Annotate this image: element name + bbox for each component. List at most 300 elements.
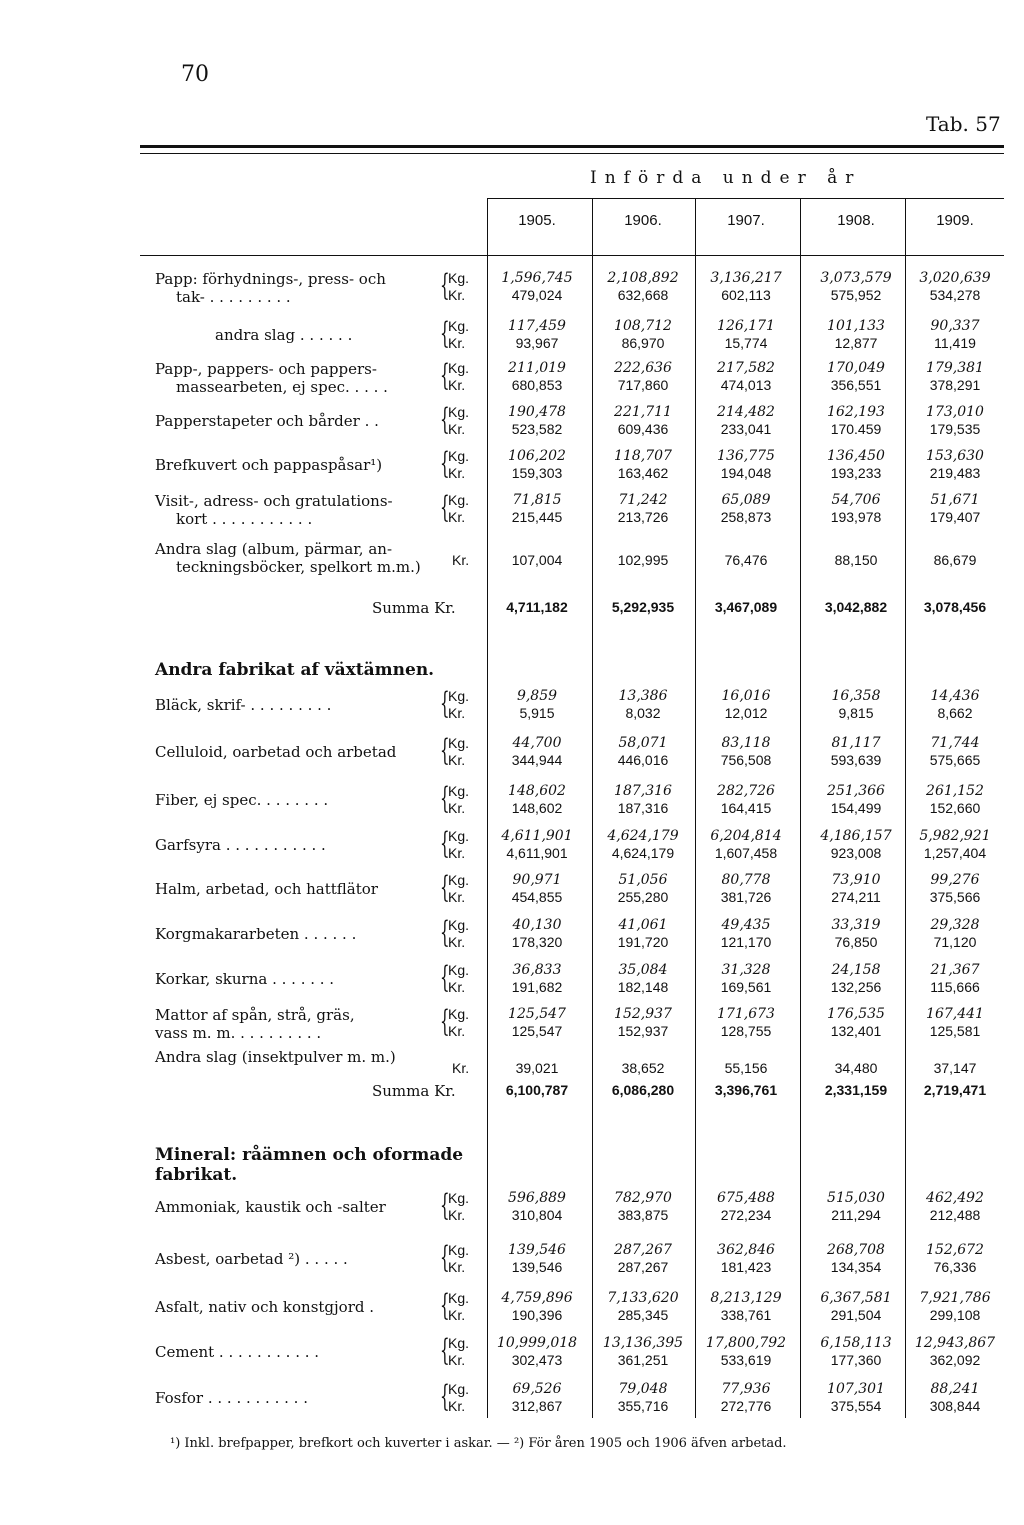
value-kr: 12,877: [834, 335, 878, 351]
column-group-title: Införda under år: [590, 168, 862, 188]
row-brace: {: [440, 1333, 450, 1368]
year-divider: [905, 205, 906, 235]
unit-kr: Kr.: [448, 800, 466, 816]
row-label: Brefkuvert och pappaspåsar¹): [155, 456, 383, 474]
value-kg: 214,482: [717, 404, 775, 420]
value-kg: 136,450: [827, 448, 885, 464]
value-kg: 4,186,157: [820, 828, 892, 844]
value-kg: 3,136,217: [710, 270, 782, 286]
value-kr: 474,013: [720, 377, 772, 393]
top-rule-thin: [140, 153, 1004, 154]
row-label: Papp: förhydnings-, press- och: [155, 270, 386, 288]
value-kr: 148,602: [511, 800, 563, 816]
row-brace: {: [440, 1004, 450, 1039]
value-kr: 593,639: [830, 752, 882, 768]
row-brace: {: [440, 358, 450, 393]
value-kg: 69,526: [512, 1381, 562, 1397]
value-kr: 8,662: [937, 705, 973, 721]
value-kr: 115,666: [930, 979, 980, 995]
summa-label: Summa Kr.: [372, 599, 456, 617]
year-header: 1907.: [727, 212, 765, 229]
value-kr: 86,970: [621, 335, 665, 351]
value-kr: 533,619: [720, 1352, 772, 1368]
row-brace: {: [440, 402, 450, 437]
value-kr: 139,546: [511, 1259, 563, 1275]
unit-kr: Kr.: [448, 979, 466, 995]
value-kr: 39,021: [515, 1060, 559, 1076]
section-title: Mineral: råämnen och oformade fabrikat.: [155, 1145, 464, 1185]
unit-kg: Kg.: [448, 735, 470, 751]
row-label: Papperstapeter och bårder . .: [155, 412, 379, 430]
unit-kr: Kr.: [448, 889, 466, 905]
top-rule: [140, 145, 1004, 148]
row-brace: {: [440, 826, 450, 861]
value-kr: 233,041: [720, 421, 772, 437]
value-kr: 361,251: [617, 1352, 669, 1368]
value-kg: 139,546: [508, 1242, 566, 1258]
value-kr: 107,004: [511, 552, 563, 568]
value-kg: 14,436: [930, 688, 980, 704]
unit-kr: Kr.: [448, 705, 466, 721]
unit-kg: Kg.: [448, 1242, 470, 1258]
unit-kr: Kr.: [448, 752, 466, 768]
value-kg: 17,800,792: [705, 1335, 787, 1351]
value-kr: 182,148: [617, 979, 669, 995]
value-kr: 34,480: [834, 1060, 878, 1076]
value-kr: 375,566: [929, 889, 981, 905]
unit-kr: Kr.: [448, 1207, 466, 1223]
row-label: andra slag . . . . . .: [215, 326, 353, 344]
value-kr: 76,476: [724, 552, 768, 568]
value-kr: 76,850: [834, 934, 878, 950]
value-kg: 268,708: [827, 1242, 885, 1258]
summa-value: 3,078,456: [923, 599, 987, 615]
value-kg: 5,982,921: [919, 828, 991, 844]
value-kg: 261,152: [926, 783, 984, 799]
row-label: Celluloid, oarbetad och arbetad: [155, 743, 397, 761]
value-kr: 163,462: [617, 465, 669, 481]
value-kr: 190,396: [511, 1307, 563, 1323]
value-kg: 126,171: [717, 318, 775, 334]
unit-kg: Kg.: [448, 962, 470, 978]
row-brace: {: [440, 1288, 450, 1323]
value-kr: 121,170: [720, 934, 772, 950]
value-kg: 81,117: [831, 735, 881, 751]
value-kg: 13,386: [618, 688, 668, 704]
unit-kr: Kr.: [448, 845, 466, 861]
value-kr: 602,113: [721, 287, 771, 303]
value-kg: 107,301: [827, 1381, 885, 1397]
unit-kg: Kg.: [448, 1190, 470, 1206]
group-title-rule: [487, 198, 1004, 199]
value-kg: 51,056: [618, 872, 668, 888]
value-kr: 159,303: [511, 465, 563, 481]
value-kg: 77,936: [721, 1381, 771, 1397]
value-kr: 375,554: [830, 1398, 882, 1414]
value-kg: 117,459: [508, 318, 566, 334]
value-kr: 71,120: [933, 934, 977, 950]
value-kg: 24,158: [831, 962, 881, 978]
value-kr: 125,547: [511, 1023, 563, 1039]
value-kg: 79,048: [618, 1381, 668, 1397]
row-label: Papp-, pappers- och pappers-: [155, 360, 377, 378]
value-kr: 128,755: [720, 1023, 772, 1039]
year-divider: [592, 205, 593, 235]
value-kr: 302,473: [511, 1352, 563, 1368]
value-kr: 9,815: [838, 705, 874, 721]
unit-kr: Kr.: [448, 1023, 466, 1039]
value-kg: 217,582: [717, 360, 775, 376]
value-kr: 76,336: [933, 1259, 977, 1275]
row-brace: {: [440, 268, 450, 303]
summa-value: 3,396,761: [714, 1082, 778, 1098]
unit-kg: Kg.: [448, 1335, 470, 1351]
value-kr: 219,483: [929, 465, 981, 481]
value-kg: 73,910: [831, 872, 881, 888]
value-kr: 4,611,901: [506, 845, 568, 861]
value-kg: 36,833: [512, 962, 562, 978]
value-kg: 13,136,395: [602, 1335, 684, 1351]
value-kg: 173,010: [926, 404, 984, 420]
unit-kr: Kr.: [448, 934, 466, 950]
row-label: vass m. m. . . . . . . . . .: [155, 1024, 322, 1042]
value-kg: 462,492: [926, 1190, 984, 1206]
value-kg: 16,016: [721, 688, 771, 704]
value-kr: 632,668: [617, 287, 669, 303]
value-kr: 191,682: [511, 979, 563, 995]
value-kr: 756,508: [720, 752, 772, 768]
value-kg: 71,815: [512, 492, 562, 508]
unit-kr: Kr.: [448, 287, 466, 303]
value-kr: 381,726: [720, 889, 772, 905]
row-brace: {: [440, 960, 450, 995]
row-label: Andra slag (insektpulver m. m.): [155, 1048, 396, 1066]
unit-kg: Kg.: [448, 828, 470, 844]
value-kg: 3,073,579: [820, 270, 892, 286]
value-kg: 99,276: [930, 872, 980, 888]
unit-kg: Kg.: [448, 1006, 470, 1022]
unit-kr: Kr.: [448, 421, 466, 437]
value-kg: 222,636: [614, 360, 672, 376]
unit-kr: Kr.: [448, 1259, 466, 1275]
value-kr: 88,150: [834, 552, 878, 568]
value-kg: 251,366: [827, 783, 885, 799]
value-kr: 178,320: [511, 934, 563, 950]
row-brace: {: [440, 915, 450, 950]
table-label: Tab. 57: [926, 112, 1001, 136]
value-kr: 194,048: [720, 465, 772, 481]
value-kg: 136,775: [717, 448, 775, 464]
value-kg: 152,672: [926, 1242, 984, 1258]
row-label: Bläck, skrif- . . . . . . . . .: [155, 696, 332, 714]
value-kr: 193,233: [830, 465, 882, 481]
value-kr: 287,267: [617, 1259, 669, 1275]
value-kg: 179,381: [926, 360, 984, 376]
value-kg: 106,202: [508, 448, 566, 464]
value-kr: 274,211: [831, 889, 881, 905]
year-header: 1909.: [936, 212, 974, 229]
summa-value: 3,042,882: [824, 599, 888, 615]
value-kg: 101,133: [827, 318, 885, 334]
value-kg: 54,706: [831, 492, 881, 508]
value-kg: 65,089: [721, 492, 771, 508]
value-kg: 83,118: [721, 735, 771, 751]
value-kr: 523,582: [511, 421, 563, 437]
unit-kr: Kr.: [448, 465, 466, 481]
value-kg: 40,130: [512, 917, 562, 933]
value-kg: 675,488: [717, 1190, 775, 1206]
year-divider: [800, 205, 801, 235]
unit-kg: Kg.: [448, 318, 470, 334]
value-kg: 170,049: [827, 360, 885, 376]
value-kr: 15,774: [724, 335, 768, 351]
value-kr: 680,853: [511, 377, 563, 393]
value-kr: 356,551: [830, 377, 882, 393]
summa-value: 5,292,935: [611, 599, 675, 615]
unit-kg: Kg.: [448, 1381, 470, 1397]
summa-value: 6,086,280: [611, 1082, 675, 1098]
unit-kr: Kr.: [448, 1307, 466, 1323]
row-label: Andra slag (album, pärmar, an-: [155, 540, 393, 558]
value-kr: 215,445: [511, 509, 563, 525]
value-kg: 190,478: [508, 404, 566, 420]
row-label: Garfsyra . . . . . . . . . . .: [155, 836, 326, 854]
row-label: Fosfor . . . . . . . . . . .: [155, 1389, 308, 1407]
row-brace: {: [440, 1240, 450, 1275]
row-label: teckningsböcker, spelkort m.m.): [176, 558, 421, 576]
value-kg: 31,328: [721, 962, 771, 978]
value-kr: 179,535: [929, 421, 981, 437]
unit-kg: Kg.: [448, 1290, 470, 1306]
summa-value: 6,100,787: [505, 1082, 569, 1098]
summa-value: 4,711,182: [506, 599, 568, 615]
value-kr: 5,915: [519, 705, 555, 721]
value-kg: 21,367: [930, 962, 980, 978]
row-brace: {: [440, 446, 450, 481]
unit-kg: Kg.: [448, 492, 470, 508]
value-kg: 153,630: [926, 448, 984, 464]
value-kg: 16,358: [831, 688, 881, 704]
row-label: Cement . . . . . . . . . . .: [155, 1343, 320, 1361]
unit-kr: Kr.: [452, 1060, 470, 1076]
row-brace: {: [440, 1379, 450, 1414]
value-kr: 383,875: [617, 1207, 669, 1223]
value-kg: 596,889: [508, 1190, 566, 1206]
value-kg: 49,435: [721, 917, 771, 933]
value-kr: 308,844: [929, 1398, 981, 1414]
value-kr: 193,978: [830, 509, 882, 525]
value-kg: 71,242: [618, 492, 668, 508]
value-kg: 7,133,620: [607, 1290, 679, 1306]
value-kr: 164,415: [720, 800, 772, 816]
unit-kg: Kg.: [448, 872, 470, 888]
value-kg: 71,744: [930, 735, 980, 751]
unit-kg: Kg.: [448, 688, 470, 704]
value-kr: 154,499: [830, 800, 882, 816]
value-kg: 125,547: [508, 1006, 566, 1022]
value-kr: 362,092: [929, 1352, 981, 1368]
column-divider: [800, 198, 801, 1418]
value-kg: 12,943,867: [914, 1335, 996, 1351]
value-kr: 454,855: [511, 889, 563, 905]
value-kr: 170.459: [830, 421, 882, 437]
value-kr: 258,873: [720, 509, 772, 525]
unit-kr: Kr.: [448, 377, 466, 393]
value-kr: 132,256: [830, 979, 882, 995]
row-brace: {: [440, 733, 450, 768]
value-kr: 312,867: [511, 1398, 563, 1414]
value-kg: 10,999,018: [496, 1335, 578, 1351]
unit-kr: Kr.: [448, 1352, 466, 1368]
value-kr: 272,776: [720, 1398, 772, 1414]
value-kr: 285,345: [617, 1307, 669, 1323]
summa-value: 3,467,089: [714, 599, 778, 615]
unit-kg: Kg.: [448, 783, 470, 799]
value-kr: 211,294: [831, 1207, 881, 1223]
value-kr: 55,156: [724, 1060, 768, 1076]
value-kg: 167,441: [926, 1006, 984, 1022]
value-kg: 88,241: [930, 1381, 980, 1397]
value-kg: 176,535: [827, 1006, 885, 1022]
footnote: ¹) Inkl. brefpapper, brefkort och kuverter i askar. — ²) För åren 1905 och 1906 äfven arbetad.: [170, 1436, 787, 1451]
value-kr: 213,726: [617, 509, 669, 525]
value-kg: 6,367,581: [820, 1290, 892, 1306]
row-brace: {: [440, 1188, 450, 1223]
value-kr: 8,032: [625, 705, 661, 721]
value-kg: 7,921,786: [919, 1290, 991, 1306]
row-label: Asbest, oarbetad ²) . . . . .: [155, 1250, 348, 1268]
value-kg: 29,328: [930, 917, 980, 933]
value-kg: 8,213,129: [710, 1290, 782, 1306]
value-kr: 355,716: [617, 1398, 669, 1414]
value-kr: 152,660: [929, 800, 981, 816]
row-label: tak- . . . . . . . . .: [176, 288, 291, 306]
row-label: Asfalt, nativ och konstgjord .: [155, 1298, 375, 1316]
value-kr: 37,147: [933, 1060, 977, 1076]
value-kr: 12,012: [724, 705, 768, 721]
value-kg: 6,204,814: [710, 828, 782, 844]
unit-kg: Kg.: [448, 404, 470, 420]
value-kr: 191,720: [617, 934, 669, 950]
value-kr: 177,360: [830, 1352, 882, 1368]
value-kr: 272,234: [720, 1207, 772, 1223]
value-kr: 609,436: [617, 421, 669, 437]
row-label: Mattor af spån, strå, gräs,: [155, 1006, 355, 1024]
value-kr: 255,280: [617, 889, 669, 905]
year-header: 1908.: [837, 212, 875, 229]
unit-kr: Kr.: [448, 509, 466, 525]
value-kg: 6,158,113: [820, 1335, 892, 1351]
value-kg: 221,711: [614, 404, 672, 420]
unit-kr: Kr.: [448, 1398, 466, 1414]
unit-kg: Kg.: [448, 917, 470, 933]
value-kg: 1,596,745: [501, 270, 573, 286]
value-kg: 58,071: [618, 735, 668, 751]
summa-label: Summa Kr.: [372, 1082, 456, 1100]
value-kr: 1,257,404: [923, 845, 987, 861]
page-number: 70: [181, 62, 209, 87]
row-brace: {: [440, 870, 450, 905]
year-divider: [695, 205, 696, 235]
summa-value: 2,331,159: [824, 1082, 888, 1098]
value-kg: 282,726: [717, 783, 775, 799]
value-kr: 338,761: [720, 1307, 772, 1323]
value-kr: 93,967: [515, 335, 559, 351]
row-label: Visit-, adress- och gratulations-: [155, 492, 393, 510]
row-label: Korgmakararbeten . . . . . .: [155, 925, 357, 943]
value-kr: 534,278: [929, 287, 981, 303]
value-kg: 515,030: [827, 1190, 885, 1206]
value-kr: 86,679: [933, 552, 977, 568]
row-brace: {: [440, 686, 450, 721]
value-kg: 287,267: [614, 1242, 672, 1258]
value-kg: 108,712: [614, 318, 672, 334]
value-kg: 90,971: [512, 872, 562, 888]
value-kg: 3,020,639: [919, 270, 991, 286]
row-label: kort . . . . . . . . . . .: [176, 510, 313, 528]
section-title: Andra fabrikat af växtämnen.: [155, 660, 435, 680]
value-kg: 33,319: [831, 917, 881, 933]
value-kr: 4,624,179: [611, 845, 675, 861]
value-kg: 41,061: [618, 917, 668, 933]
value-kg: 35,084: [618, 962, 668, 978]
row-brace: {: [440, 490, 450, 525]
value-kr: 310,804: [511, 1207, 563, 1223]
row-label: Halm, arbetad, och hattflätor: [155, 880, 378, 898]
value-kg: 362,846: [717, 1242, 775, 1258]
value-kr: 291,504: [830, 1307, 882, 1323]
value-kr: 575,665: [929, 752, 981, 768]
value-kr: 1,607,458: [714, 845, 778, 861]
unit-kg: Kg.: [448, 360, 470, 376]
value-kg: 187,316: [614, 783, 672, 799]
value-kg: 782,970: [614, 1190, 672, 1206]
year-header: 1905.: [518, 212, 556, 229]
value-kr: 102,995: [617, 552, 669, 568]
year-header: 1906.: [624, 212, 662, 229]
value-kr: 38,652: [621, 1060, 665, 1076]
value-kr: 344,944: [511, 752, 563, 768]
summa-value: 2,719,471: [923, 1082, 987, 1098]
value-kr: 446,016: [617, 752, 669, 768]
value-kg: 148,602: [508, 783, 566, 799]
value-kg: 4,624,179: [607, 828, 679, 844]
value-kg: 44,700: [512, 735, 562, 751]
value-kr: 179,407: [929, 509, 981, 525]
row-label: massearbeten, ej spec. . . . .: [176, 378, 388, 396]
value-kg: 211,019: [508, 360, 566, 376]
unit-kg: Kg.: [448, 448, 470, 464]
value-kg: 4,759,896: [501, 1290, 573, 1306]
value-kg: 152,937: [614, 1006, 672, 1022]
value-kr: 299,108: [929, 1307, 981, 1323]
unit-kr: Kr.: [452, 552, 470, 568]
unit-kr: Kr.: [448, 335, 466, 351]
value-kr: 479,024: [511, 287, 563, 303]
value-kg: 51,671: [930, 492, 980, 508]
row-brace: {: [440, 781, 450, 816]
value-kr: 378,291: [929, 377, 981, 393]
row-label: Korkar, skurna . . . . . . .: [155, 970, 335, 988]
value-kg: 80,778: [721, 872, 771, 888]
value-kr: 132,401: [830, 1023, 882, 1039]
value-kg: 118,707: [614, 448, 672, 464]
row-label: Fiber, ej spec. . . . . . . .: [155, 791, 329, 809]
value-kg: 90,337: [930, 318, 980, 334]
value-kr: 134,354: [830, 1259, 882, 1275]
value-kg: 4,611,901: [501, 828, 573, 844]
unit-kg: Kg.: [448, 270, 470, 286]
